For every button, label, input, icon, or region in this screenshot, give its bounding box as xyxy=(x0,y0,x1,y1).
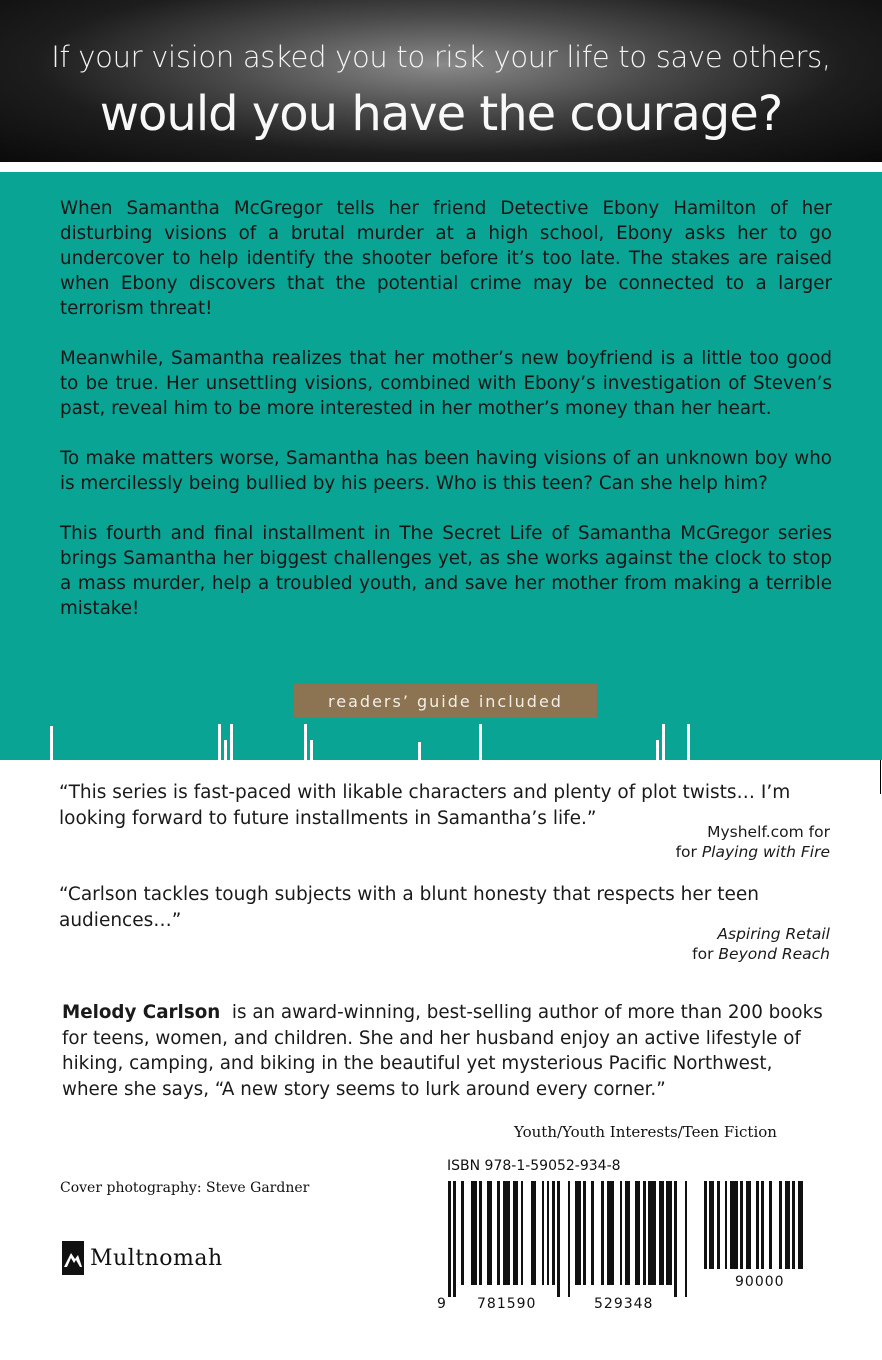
for-prefix: for xyxy=(692,945,714,963)
barcode-bar xyxy=(761,1181,764,1269)
tick-mark xyxy=(418,742,421,760)
barcode-bar xyxy=(730,1181,738,1269)
mountain-logo-icon xyxy=(62,1241,84,1275)
barcode-bar xyxy=(487,1181,492,1285)
barcode-bar xyxy=(779,1181,782,1269)
barcode-bar xyxy=(666,1181,671,1285)
tick-mark xyxy=(662,724,665,760)
category-label: Youth/Youth Interests/Teen Fiction xyxy=(514,1123,777,1141)
barcode-bar xyxy=(659,1181,664,1285)
barcode-bar xyxy=(583,1181,586,1285)
review-attribution xyxy=(692,924,830,964)
barcode-bar xyxy=(461,1181,464,1285)
readers-guide-badge: readers’ guide included xyxy=(294,684,597,718)
hero-banner xyxy=(0,0,882,162)
barcode-bar xyxy=(674,1181,677,1297)
hero-tagline-question: If your vision asked you to risk your life to save others, xyxy=(51,40,831,74)
review-book-line xyxy=(676,842,830,862)
photo-credit: Cover photography: Steve Gardner xyxy=(60,1180,310,1196)
barcode-bar xyxy=(785,1181,790,1269)
barcode-bar xyxy=(740,1181,743,1269)
barcode-bar xyxy=(552,1181,555,1285)
barcode-bar xyxy=(568,1181,571,1297)
publisher-name: Multnomah xyxy=(90,1245,223,1271)
tick-mark xyxy=(230,724,233,760)
barcode-bar xyxy=(497,1181,500,1285)
review-book-title: Beyond Reach xyxy=(718,945,830,963)
barcode-bar xyxy=(756,1181,759,1269)
barcode-bar xyxy=(575,1181,580,1285)
review-quote: “This series is fast-paced with likable characters and plenty of plot twists… I’m looking forward to future installments in Samantha’s life.” xyxy=(59,782,791,829)
review-book-title: Playing with Fire xyxy=(701,843,830,861)
review-source: Myshelf.com for xyxy=(707,823,830,841)
barcode-bar xyxy=(471,1181,476,1285)
barcode-bar xyxy=(521,1181,524,1285)
publisher-logo xyxy=(62,1240,223,1276)
review-source xyxy=(692,924,830,944)
barcode-bar xyxy=(453,1181,456,1297)
barcode-bar xyxy=(591,1181,594,1285)
synopsis-paragraph: To make matters worse, Samantha has been having visions of an unknown boy who is mercilessly being bullied by his peers. Who is this teen? Can she help him? xyxy=(60,448,832,494)
barcode-bar xyxy=(620,1181,623,1285)
review-attribution xyxy=(676,822,830,862)
barcode-bar xyxy=(513,1181,518,1285)
barcode-bar xyxy=(601,1181,604,1285)
tick-mark xyxy=(224,740,227,760)
barcode-bar xyxy=(557,1181,560,1297)
price-addon-barcode xyxy=(704,1181,822,1269)
barcode-bar xyxy=(479,1181,482,1285)
barcode-bar xyxy=(542,1181,545,1285)
for-prefix: for xyxy=(675,843,697,861)
tick-mark xyxy=(656,740,659,760)
tick-mark xyxy=(304,724,307,760)
tick-mark xyxy=(687,724,690,760)
barcode-digits-right: 529348 xyxy=(594,1296,654,1312)
review-book-line xyxy=(692,944,830,964)
tick-mark xyxy=(218,724,221,760)
tick-mark xyxy=(310,740,313,760)
tick-mark xyxy=(479,724,482,760)
synopsis-paragraph: This fourth and final installment in The Secret Life of Samantha McGregor series brings Samantha her biggest challenges yet, as she works against the clock to stop a mass murder, help a troubled youth, and save her mother from making a terrible mistake! xyxy=(60,523,832,619)
barcode-bar xyxy=(769,1181,772,1269)
barcode-bar xyxy=(448,1181,451,1297)
barcode-bar xyxy=(709,1181,714,1269)
decorative-ticks xyxy=(0,720,882,760)
synopsis-paragraph: Meanwhile, Samantha realizes that her mother’s new boyfriend is a little too good to be true. Her unsettling visions, combined with Ebony’s investigation of Steven’s past, reveal him to be more interested in her mother’s money than her heart. xyxy=(60,348,832,419)
synopsis-text xyxy=(60,196,832,646)
isbn-label: ISBN 978-1-59052-934-8 xyxy=(447,1158,621,1174)
hero-tagline-headline: would you have the courage? xyxy=(99,86,783,142)
review-source-name: Aspiring Retail xyxy=(717,925,830,943)
tick-mark xyxy=(50,726,53,760)
trim-line xyxy=(880,760,881,794)
review-quote: “Carlson tackles tough subjects with a blunt honesty that respects her teen audiences…” xyxy=(59,884,759,931)
barcode-bar xyxy=(792,1181,795,1269)
barcode-bar xyxy=(798,1181,803,1269)
barcode-bar xyxy=(547,1181,550,1285)
barcode-bar xyxy=(746,1181,751,1269)
addon-digits: 90000 xyxy=(735,1274,785,1290)
author-name: Melody Carlson xyxy=(62,1002,221,1023)
barcode-bar xyxy=(725,1181,728,1269)
isbn-barcode xyxy=(448,1181,686,1297)
author-bio-text: is an award-winning, best-selling author of more than 200 books for teens, women, and children. She and her husband enjoy an active lifestyle of hiking, camping, and biking in the beautiful yet mysterious Pacific Northwest, where she says, “A new story seems to lurk around every corner.” xyxy=(62,1002,823,1100)
barcode-bar xyxy=(643,1181,646,1285)
barcode-bar xyxy=(717,1181,720,1269)
author-bio xyxy=(62,1000,834,1102)
barcode-bar xyxy=(635,1181,640,1285)
barcode-bar xyxy=(704,1181,707,1269)
barcode-bar xyxy=(531,1181,536,1285)
barcode-lead-digit: 9 xyxy=(437,1296,447,1312)
barcode-bar xyxy=(648,1181,656,1285)
synopsis-paragraph: When Samantha McGregor tells her friend Detective Ebony Hamilton of her disturbing visions of a brutal murder at a high school, Ebony asks her to go undercover to help identify the shooter before it’s too late. The stakes are raised when Ebony discovers that the potential crime may be connected to a larger terrorism threat! xyxy=(60,198,832,319)
barcode-bar xyxy=(685,1181,688,1297)
barcode-bar xyxy=(503,1181,511,1285)
barcode-bar xyxy=(625,1181,630,1285)
barcode-bar xyxy=(607,1181,615,1285)
barcode-digits-left: 781590 xyxy=(477,1296,537,1312)
